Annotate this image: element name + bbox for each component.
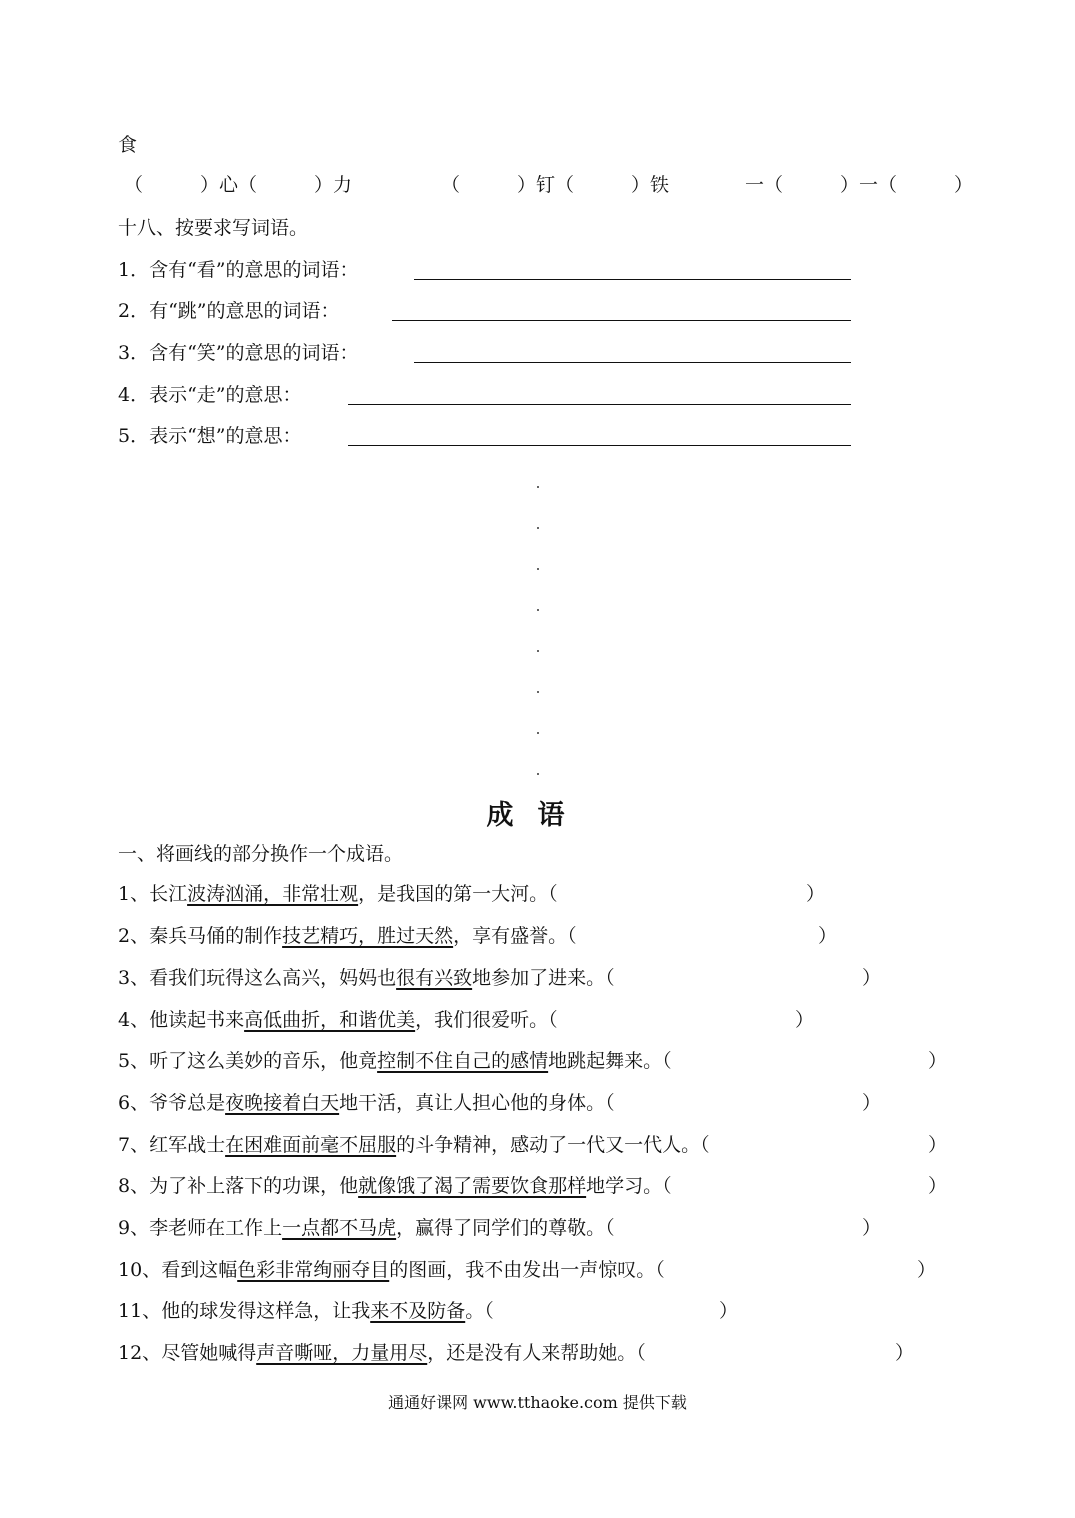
answer-line-1[interactable] [414, 279, 851, 280]
idiom-question [118, 924, 577, 948]
answer-line-4[interactable] [348, 404, 851, 405]
word-question-2: 2．有“跳”的意思的词语： [118, 300, 340, 322]
word-question-3: 3．含有“笑”的意思的词语： [118, 342, 359, 364]
instruction-text: 一、将画线的部分换作一个成语。 [118, 843, 404, 865]
word-question-1: 1．含有“看”的意思的词语： [118, 259, 359, 281]
question-text: ，还是没有人来帮助她。（ [427, 1342, 646, 1364]
question-text: 的斗争精神，感动了一代又一代人。（ [396, 1134, 710, 1156]
question-text: 李老师在工作上 [149, 1217, 283, 1239]
question-text: ，赢得了同学们的尊敬。（ [396, 1217, 615, 1239]
question-text: 地干活，真让人担心他的身体。（ [339, 1092, 615, 1114]
idiom-question [118, 1216, 615, 1240]
idiom-question [118, 1133, 710, 1157]
idiom-question [118, 1258, 665, 1282]
question-text: 长江 [149, 883, 188, 905]
answer-paren-close: ） [862, 1217, 882, 1239]
question-text: 8、 [118, 1175, 150, 1197]
question-text: 。（ [465, 1300, 494, 1322]
underlined-phrase: 夜晚接着白天 [225, 1092, 340, 1114]
answer-paren-close: ） [719, 1300, 739, 1322]
question-text: 他读起书来 [149, 1009, 245, 1031]
question-text: ，是我国的第一大河。（ [358, 883, 558, 905]
idiom-question [118, 1091, 615, 1115]
answer-paren-close: ） [862, 967, 882, 989]
answer-line-3[interactable] [414, 362, 851, 363]
question-text: 地学习。（ [586, 1175, 672, 1197]
underlined-phrase: 在困难面前毫不屈服 [225, 1134, 397, 1156]
underlined-phrase: 技艺精巧，胜过天然 [282, 925, 454, 947]
answer-paren-close: ） [928, 1134, 948, 1156]
answer-line-2[interactable] [392, 320, 851, 321]
idiom-question [118, 1008, 558, 1032]
question-text: 为了补上落下的功课，他 [149, 1175, 359, 1197]
question-text: 1、 [118, 883, 150, 905]
underlined-phrase: 很有兴致 [396, 967, 473, 989]
word-question-5: 5．表示“想”的意思： [118, 425, 302, 447]
answer-paren-close: ） [795, 1009, 815, 1031]
question-text: ，享有盛誉。（ [453, 925, 577, 947]
question-text: 秦兵马俑的制作 [149, 925, 283, 947]
underlined-phrase: 波涛汹涌，非常壮观 [187, 883, 359, 905]
question-text: 2、 [118, 925, 150, 947]
scan-dot [537, 773, 539, 775]
scan-dot [537, 609, 539, 611]
idiom-question [118, 1299, 494, 1323]
underlined-phrase: 高低曲折，和谐优美 [244, 1009, 416, 1031]
question-text: 爷爷总是 [149, 1092, 226, 1114]
answer-paren-close: ） [928, 1050, 948, 1072]
question-text: 5、 [118, 1050, 150, 1072]
answer-paren-close: ） [895, 1342, 915, 1364]
scan-dot [537, 691, 539, 693]
idiom-question [118, 1049, 672, 1073]
question-text: 9、 [118, 1217, 150, 1239]
question-text: 地跳起舞来。（ [548, 1050, 672, 1072]
fragment-text: 食 [118, 134, 138, 156]
scan-dot [537, 568, 539, 570]
idiom-question [118, 1341, 646, 1365]
question-text: 看我们玩得这么高兴，妈妈也 [149, 967, 397, 989]
fill-blank-group-1: （ ）心（ ）力 [124, 174, 353, 196]
question-text: 地参加了进来。（ [472, 967, 615, 989]
underlined-phrase: 控制不住自己的感情 [377, 1050, 549, 1072]
question-text: 6、 [118, 1092, 150, 1114]
footer-text: 通通好课网 www.tthaoke.com 提供下载 [388, 1393, 687, 1412]
answer-paren-close: ） [928, 1175, 948, 1197]
underlined-phrase: 来不及防备 [370, 1300, 466, 1322]
underlined-phrase: 色彩非常绚丽夺目 [237, 1259, 390, 1281]
question-text: 看到这幅 [161, 1259, 238, 1281]
question-text: 3、 [118, 967, 150, 989]
fill-blank-group-3: 一（ ）一（ ） [745, 174, 974, 196]
idiom-question [118, 966, 615, 990]
question-text: 4、 [118, 1009, 150, 1031]
question-text: 他的球发得这样急，让我 [161, 1300, 371, 1322]
page-title: 成语 [486, 800, 589, 831]
underlined-phrase: 就像饿了渴了需要饮食那样 [358, 1175, 587, 1197]
underlined-phrase: 声音嘶哑，力量用尽 [256, 1342, 428, 1364]
section-heading: 十八、按要求写词语。 [118, 217, 309, 239]
question-text: 尽管她喊得 [161, 1342, 257, 1364]
question-text: 12、 [118, 1342, 162, 1364]
scan-dot [537, 650, 539, 652]
question-text: 红军战士 [149, 1134, 226, 1156]
idiom-question [118, 882, 558, 906]
question-text: 听了这么美妙的音乐，他竟 [149, 1050, 378, 1072]
scan-dot [537, 527, 539, 529]
scan-dot [537, 732, 539, 734]
answer-paren-close: ） [806, 883, 826, 905]
question-text: ，我们很爱听。（ [415, 1009, 558, 1031]
word-question-4: 4．表示“走”的意思： [118, 384, 302, 406]
underlined-phrase: 一点都不马虎 [282, 1217, 397, 1239]
question-text: 11、 [118, 1300, 162, 1322]
question-text: 7、 [118, 1134, 150, 1156]
fill-blank-group-2: （ ）钉（ ）铁 [441, 174, 670, 196]
question-text: 10、 [118, 1259, 162, 1281]
answer-line-5[interactable] [348, 445, 851, 446]
answer-paren-close: ） [862, 1092, 882, 1114]
idiom-question [118, 1174, 672, 1198]
answer-paren-close: ） [818, 925, 838, 947]
scan-dot [537, 486, 539, 488]
question-text: 的图画，我不由发出一声惊叹。（ [389, 1259, 665, 1281]
answer-paren-close: ） [917, 1259, 937, 1281]
